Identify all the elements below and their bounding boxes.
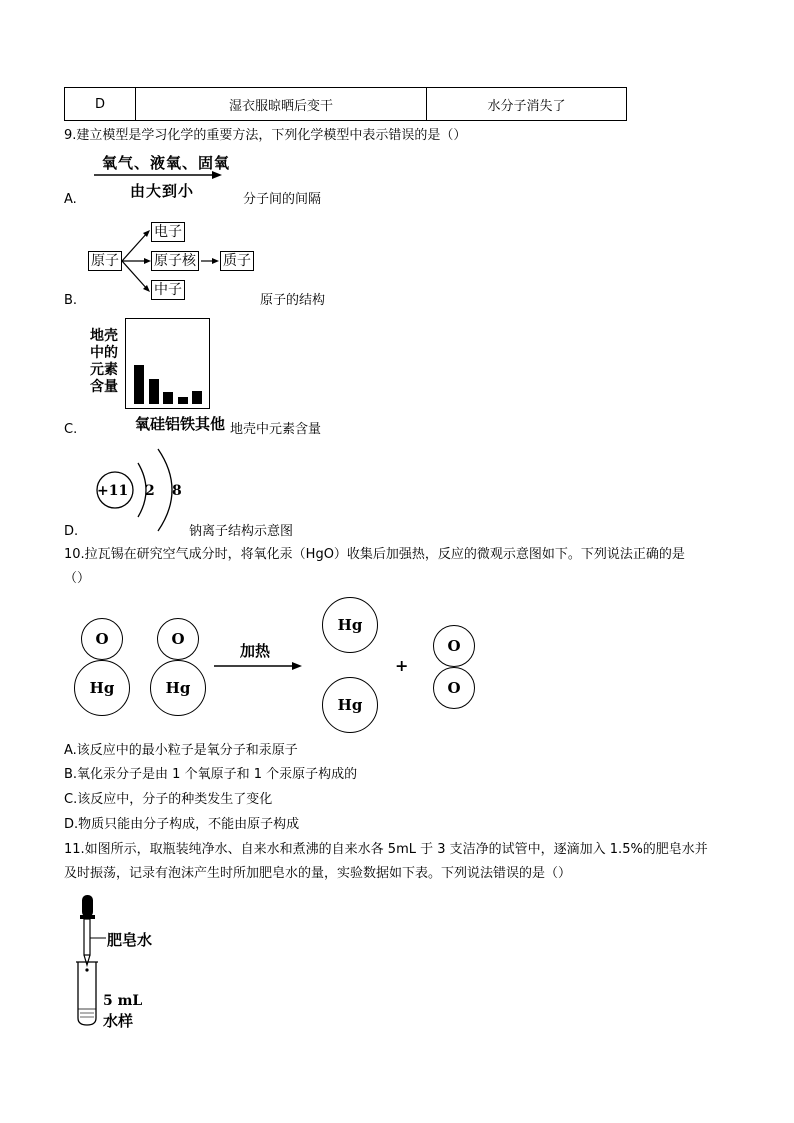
table-cell-phenomenon: 湿衣服晾晒后变干 [136, 88, 427, 121]
q9b-label: B. [64, 293, 78, 308]
q9b-nucleus-box: 原子核 [151, 251, 199, 271]
q9b-proton-box: 质子 [220, 251, 254, 271]
q9d-caption: 钠离子结构示意图 [189, 524, 294, 539]
q9d-label: D. [64, 524, 79, 539]
q9a-caption: 分子间的间隔 [243, 192, 322, 207]
q9b-electron-box: 电子 [151, 222, 185, 242]
reaction-arrow [212, 660, 304, 672]
answer-table [64, 87, 627, 121]
volume-label: 5 mL [103, 993, 143, 1009]
q10-stem-line1: 10.拉瓦锡在研究空气成分时，将氧化汞（HgO）收集后加强热，反应的微观示意图如下。下列说法正确的是 [64, 547, 685, 562]
q10-option-c: C.该反应中，分子的种类发生了变化 [64, 792, 273, 807]
plus-sign: + [395, 656, 409, 675]
chart-bar [134, 365, 144, 404]
q11-stem-line2: 及时振荡，记录有泡沫产生时所加肥皂水的量，实验数据如下表。下列说法错误的是（） [64, 866, 572, 881]
q9a-label: A. [64, 192, 77, 207]
mercury-atom: Hg [322, 597, 378, 653]
q9c-ylabel-line: 含量 [90, 379, 118, 395]
mercury-atom: Hg [150, 660, 206, 716]
table-cell-explanation: 水分子消失了 [427, 88, 627, 121]
oxygen-atom: O [433, 667, 475, 709]
arrow-label: 加热 [240, 642, 271, 660]
q10-option-d: D.物质只能由分子构成，不能由原子构成 [64, 817, 300, 832]
q10-stem-line2: （） [64, 571, 91, 586]
q9c-label: C. [64, 422, 78, 437]
oxygen-atom: O [433, 625, 475, 667]
oxygen-atom: O [81, 618, 123, 660]
q9b-neutron-box: 中子 [151, 280, 185, 300]
table-cell-letter: D [65, 88, 136, 121]
q9a-top-text: 氧气、液氧、固氧 [102, 154, 231, 172]
q9c-ylabel [90, 328, 118, 396]
chart-bar [192, 391, 202, 404]
soap-water-label: 肥皂水 [107, 931, 153, 949]
q9c-ylabel-line: 元素 [90, 362, 118, 378]
q9c-plot-area [125, 318, 210, 409]
q10-option-b: B.氧化汞分子是由 1 个氧原子和 1 个汞原子构成的 [64, 767, 358, 782]
q10-option-a: A.该反应中的最小粒子是氧分子和汞原子 [64, 743, 298, 758]
mercury-atom: Hg [74, 660, 130, 716]
chart-bar [163, 392, 173, 404]
table-row [65, 88, 627, 121]
q9a-bottom-text: 由大到小 [130, 182, 195, 200]
q9b-atom-box: 原子 [88, 251, 122, 271]
q9c-caption: 地壳中元素含量 [230, 422, 322, 437]
q9d-shell1: 2 [145, 483, 155, 499]
q9c-chart [88, 318, 210, 413]
q9c-ylabel-line: 地壳 [90, 328, 118, 344]
mercury-atom: Hg [322, 677, 378, 733]
oxygen-atom: O [157, 618, 199, 660]
q9d-shell2: 8 [172, 483, 182, 499]
q9c-xlabel: 氧硅铝铁其他 [135, 415, 226, 433]
q9-stem: 9.建立模型是学习化学的重要方法，下列化学模型中表示错误的是（） [64, 128, 467, 143]
q9d-nucleus: +11 [97, 483, 129, 499]
chart-bar [178, 397, 188, 404]
chart-bar [149, 379, 159, 404]
q9b-caption: 原子的结构 [260, 293, 326, 308]
water-sample-label: 水样 [103, 1012, 134, 1030]
q11-stem-line1: 11.如图所示，取瓶装纯净水、自来水和煮沸的自来水各 5mL 于 3 支洁净的试管中，逐滴加入 1.5%的肥皂水并 [64, 842, 708, 857]
q9c-ylabel-line: 中的 [90, 345, 118, 361]
